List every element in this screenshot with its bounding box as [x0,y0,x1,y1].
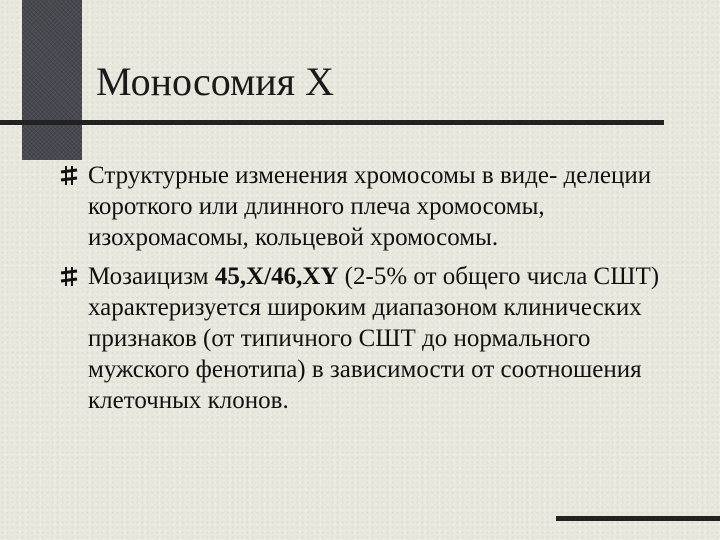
decorative-side-bar [22,0,82,160]
karyotype-formula: 45,Х/46,ХY [214,263,339,290]
slide-title: Моносомия Х [96,59,334,104]
bullet-text-prefix: Мозаицизм [88,263,215,290]
bullet-list [60,160,660,424]
title-divider [0,120,664,125]
bullet-item-mosaicism [60,261,660,416]
bottom-divider [556,516,720,521]
sharp-sign-icon [60,265,78,287]
sharp-sign-icon [60,164,78,186]
bullet-text-suffix: (2-5% от общего числа СШТ) характеризуется широким диапазоном клинических признаков (от типичного СШТ до нормального мужского фенотипа) в зависимости от соотношения клеточных клонов. [88,263,660,414]
bullet-item-structural-changes [60,160,660,253]
bullet-text: Структурные изменения хромосомы в виде- делеции короткого или длинного плеча хромосомы, изохромасомы, кольцевой хромосомы. [88,162,652,251]
